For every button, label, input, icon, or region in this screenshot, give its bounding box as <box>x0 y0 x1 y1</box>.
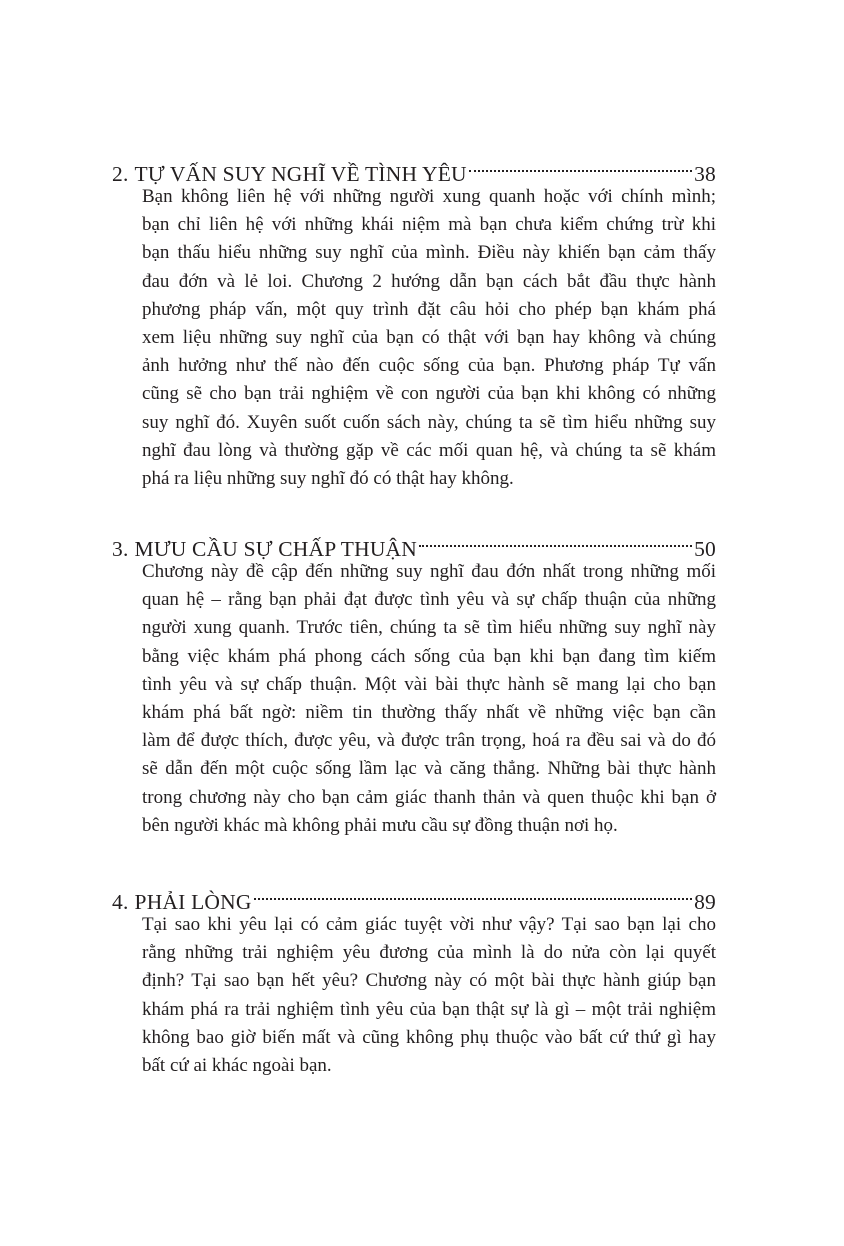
chapter-description <box>142 183 716 493</box>
description-line: cũng sẽ cho bạn trải nghiệm về con người của bạn khi không có những <box>142 383 716 405</box>
chapter-title: MƯU CẦU SỰ CHẤP THUẬN <box>134 537 417 561</box>
description-line: làm để được thích, được yêu, và được trân trọng, hoá ra đều sai và do đó <box>142 730 716 752</box>
description-line: xem liệu những suy nghĩ của bạn có thật với bạn hay không và chúng <box>142 327 716 349</box>
toc-heading <box>112 875 716 914</box>
description-line: Bạn không liên hệ với những người xung quanh hoặc với chính mình; <box>142 186 716 207</box>
page-number: 38 <box>694 162 716 186</box>
description-line: ảnh hưởng như thế nào đến cuộc sống của bạn. Phương pháp Tự vấn <box>142 355 716 377</box>
page-number: 89 <box>694 890 716 914</box>
description-line: khám phá ra trải nghiệm tình yêu của bạn thật sự là gì – một trải nghiệm <box>142 998 716 1020</box>
description-line: khám phá bất ngờ: niềm tin thường thấy nhất về những việc bạn cần <box>142 702 716 724</box>
description-line: trong chương này cho bạn cảm giác thanh thản và quen thuộc khi bạn ở <box>142 786 716 808</box>
toc-heading <box>112 147 716 186</box>
description-line: bên người khác mà không phải mưu cầu sự đồng thuận nơi họ. <box>142 814 618 836</box>
chapter-description <box>142 558 716 840</box>
description-line: đau đớn và lẻ loi. Chương 2 hướng dẫn bạn cách bắt đầu thực hành <box>142 270 716 292</box>
toc-entry-chapter-3 <box>112 522 716 840</box>
chapter-title: PHẢI LÒNG <box>134 890 252 914</box>
description-line: Tại sao khi yêu lại có cảm giác tuyệt vời như vậy? Tại sao bạn lại cho <box>142 914 716 935</box>
dot-leader <box>254 875 693 909</box>
description-line: nghĩ đau lòng và thường gặp về các mối quan hệ, và chúng ta sẽ khám <box>142 439 716 461</box>
description-line: suy nghĩ đó. Xuyên suốt cuốn sách này, chúng ta sẽ tìm hiểu những suy <box>142 411 716 433</box>
description-line: rằng những trải nghiệm yêu đương của mình là do nửa còn lại quyết <box>142 942 716 964</box>
chapter-number: 2. <box>112 162 129 186</box>
chapter-number: 4. <box>112 890 129 914</box>
description-line: phá ra liệu những suy nghĩ đó có thật hay không. <box>142 468 514 490</box>
description-line: bạn thấu hiểu những suy nghĩ của mình. Điều này khiến bạn cảm thấy <box>142 242 716 264</box>
description-line: định? Tại sao bạn hết yêu? Chương này có một bài thực hành giúp bạn <box>142 970 716 992</box>
description-line: phương pháp vấn, một quy trình đặt câu hỏi cho phép bạn khám phá <box>142 298 716 320</box>
description-line: người xung quanh. Trước tiên, chúng ta sẽ tìm hiểu những suy nghĩ này <box>142 617 716 639</box>
dot-leader <box>469 147 692 181</box>
description-line: Chương này đề cập đến những suy nghĩ đau đớn nhất trong những mối <box>142 561 716 582</box>
chapter-title: TỰ VẤN SUY NGHĨ VỀ TÌNH YÊU <box>134 162 467 186</box>
description-line: sẽ dẫn đến một cuộc sống lầm lạc và căng thẳng. Những bài thực hành <box>142 758 716 780</box>
chapter-description <box>142 911 716 1080</box>
description-line: quan hệ – rằng bạn phải đạt được tình yêu và sự chấp thuận của những <box>142 589 716 611</box>
description-line: bằng việc khám phá phong cách sống của bạn khi bạn đang tìm kiếm <box>142 645 716 667</box>
toc-entry-chapter-4 <box>112 875 716 1080</box>
toc-entry-chapter-2 <box>112 147 716 493</box>
description-line: tình yêu và sự chấp thuận. Một vài bài thực hành sẽ mang lại cho bạn <box>142 673 716 695</box>
page-number: 50 <box>694 537 716 561</box>
description-line: bạn chỉ liên hệ với những khái niệm mà bạn chưa kiểm chứng trừ khi <box>142 214 716 236</box>
description-line: không bao giờ biến mất và cũng không phụ thuộc vào bất cứ thứ gì hay <box>142 1026 716 1048</box>
description-line: bất cứ ai khác ngoài bạn. <box>142 1055 332 1077</box>
chapter-number: 3. <box>112 537 129 561</box>
dot-leader <box>419 522 692 556</box>
toc-heading <box>112 522 716 561</box>
